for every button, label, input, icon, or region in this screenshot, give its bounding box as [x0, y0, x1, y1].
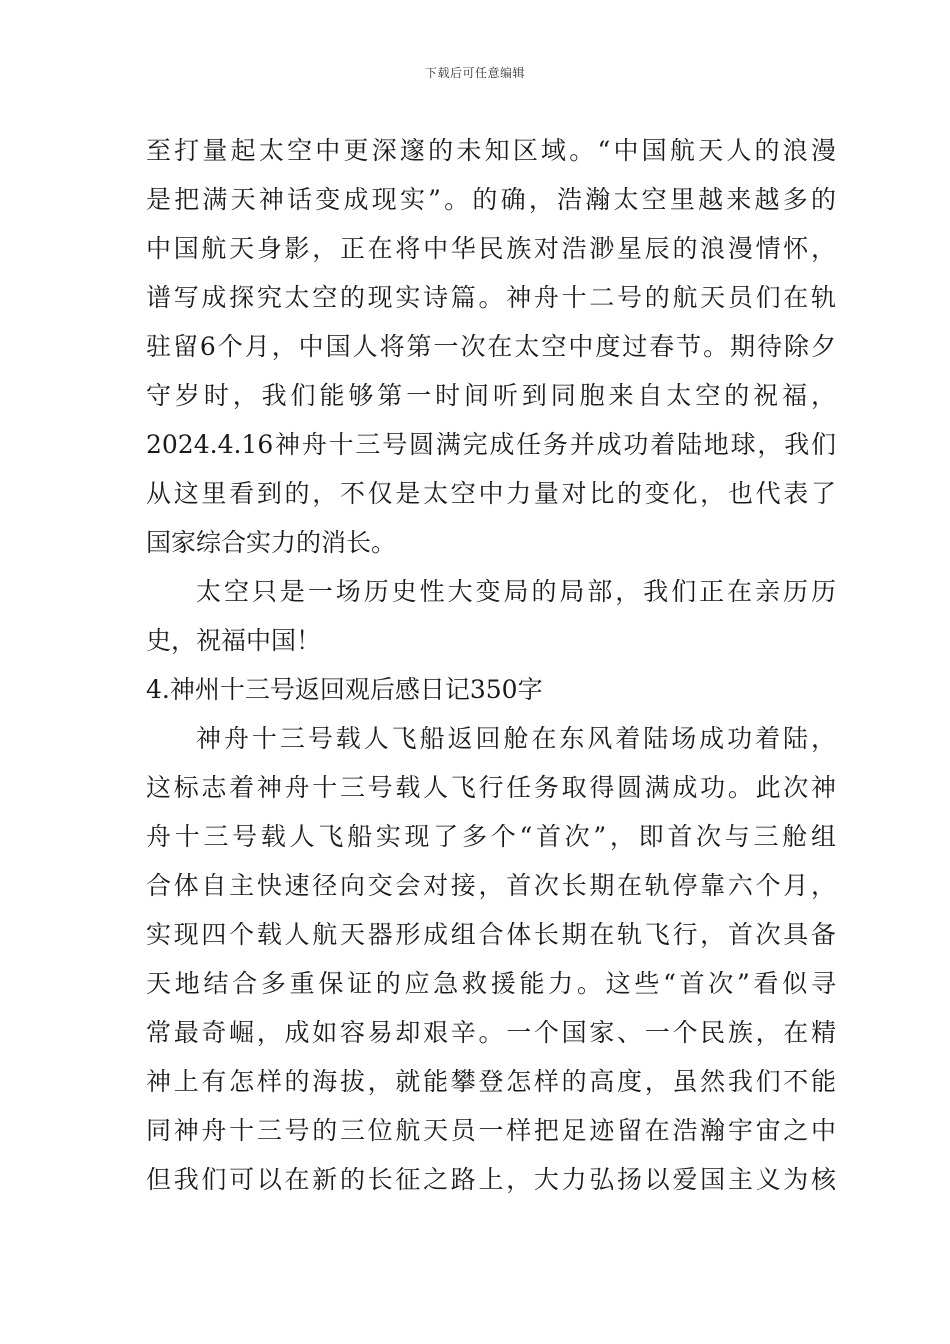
text-line: 常最奇崛，成如容易却艰辛。一个国家、一个民族，在精: [146, 1018, 836, 1047]
text-line: 从这里看到的，不仅是太空中力量对比的变化，也代表了: [146, 479, 836, 508]
text-line: 史，祝福中国！: [146, 626, 322, 655]
text-line: 至打量起太空中更深邃的未知区域。“中国航天人的浪漫: [146, 136, 836, 165]
text-line: 国家综合实力的消长。: [146, 528, 397, 557]
text-line: 中国航天身影，正在将中华民族对浩渺星辰的浪漫情怀，: [146, 234, 836, 263]
section-heading: 4.神州十三号返回观后感日记350字: [146, 675, 543, 704]
document-body: [146, 126, 836, 1204]
text-line: 神上有怎样的海拔，就能攀登怎样的高度，虽然我们不能: [146, 1067, 836, 1096]
text-line: 是把满天神话变成现实”。的确，浩瀚太空里越来越多的: [146, 185, 836, 214]
text-line: 舟十三号载人飞船实现了多个“首次”，即首次与三舱组: [146, 822, 836, 851]
text-line: 这标志着神舟十三号载人飞行任务取得圆满成功。此次神: [146, 773, 836, 802]
text-line: 同神舟十三号的三位航天员一样把足迹留在浩瀚宇宙之中: [146, 1116, 836, 1145]
text-line: 驻留6个月，中国人将第一次在太空中度过春节。期待除夕: [146, 332, 836, 361]
text-line: 合体自主快速径向交会对接，首次长期在轨停靠六个月，: [146, 871, 836, 900]
text-line: 谱写成探究太空的现实诗篇。神舟十二号的航天员们在轨: [146, 283, 836, 312]
text-line: 实现四个载人航天器形成组合体长期在轨飞行，首次具备: [146, 920, 836, 949]
text-line: 天地结合多重保证的应急救援能力。这些“首次”看似寻: [146, 969, 836, 998]
text-line: 守岁时，我们能够第一时间听到同胞来自太空的祝福，: [146, 381, 836, 410]
paragraph-start-line: 太空只是一场历史性大变局的局部，我们正在亲历历: [196, 577, 836, 606]
paragraph-start-line: 神舟十三号载人飞船返回舱在东风着陆场成功着陆，: [196, 724, 836, 753]
text-line: 但我们可以在新的长征之路上，大力弘扬以爱国主义为核: [146, 1165, 836, 1194]
page-header-note: 下载后可任意编辑: [424, 66, 525, 80]
text-line: 2024.4.16神舟十三号圆满完成任务并成功着陆地球，我们: [146, 430, 836, 459]
